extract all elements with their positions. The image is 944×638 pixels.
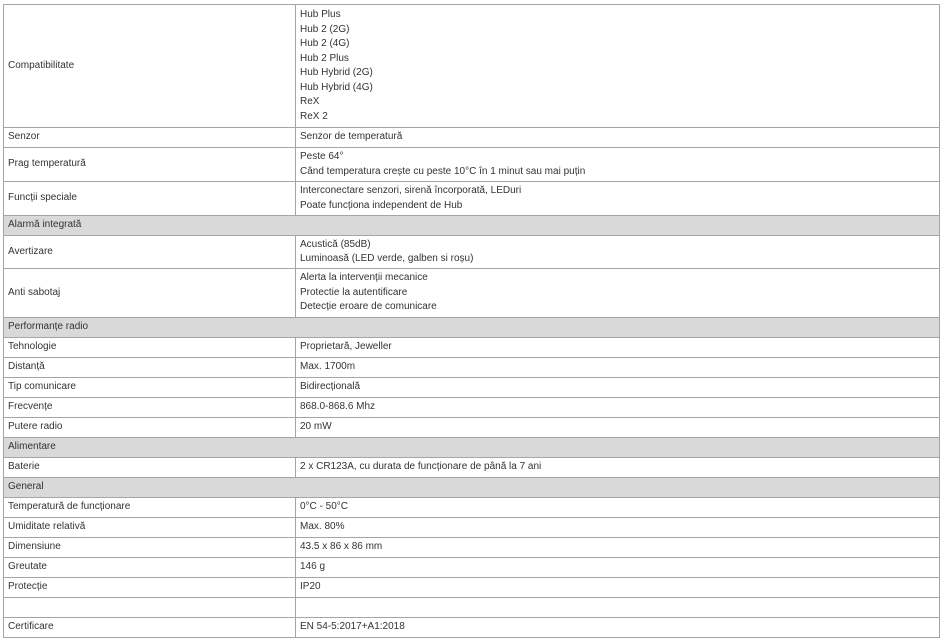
value-anti-sabotaj: [296, 269, 940, 318]
label-anti-sabotaj: Anti sabotaj: [4, 269, 296, 318]
row-avertizare: [4, 236, 940, 269]
value-umiditate: Max. 80%: [296, 518, 940, 538]
label-tip-comunicare: Tip comunicare: [4, 378, 296, 398]
section-performante-radio: [4, 318, 940, 338]
value-line: Detecție eroare de comunicare: [300, 301, 437, 313]
value-line: Peste 64°: [300, 151, 344, 162]
value-line: Luminoasă (LED verde, galben si roșu): [300, 253, 474, 264]
row-tehnologie: [4, 338, 940, 358]
label-compatibilitate: Compatibilitate: [4, 5, 296, 128]
spec-table: [3, 4, 940, 638]
value-frecvente: 868.0-868.6 Mhz: [296, 398, 940, 418]
value-avertizare: [296, 236, 940, 269]
value-protectie: IP20: [296, 578, 940, 598]
value-distanta: Max. 1700m: [296, 358, 940, 378]
value-line: Hub 2 (2G): [300, 23, 350, 35]
value-baterie: 2 x CR123A, cu durata de funcționare de până la 7 ani: [296, 458, 940, 478]
label-tehnologie: Tehnologie: [4, 338, 296, 358]
row-senzor: [4, 128, 940, 148]
value-compatibilitate: [296, 5, 940, 128]
value-line: Poate funcționa independent de Hub: [300, 199, 463, 211]
value-line: Când temperatura crește cu peste 10°C în 1 minut sau mai puțin: [300, 165, 586, 177]
label-empty: [4, 598, 296, 618]
label-temperatura-functionare: Temperatură de funcționare: [4, 498, 296, 518]
value-line: Hub Hybrid (2G): [300, 67, 373, 78]
value-certificare: EN 54-5:2017+A1:2018: [296, 618, 940, 638]
value-line: Hub Plus: [300, 9, 341, 20]
value-line: ReX 2: [300, 110, 328, 122]
label-frecvente: Frecvențe: [4, 398, 296, 418]
value-line: Hub Hybrid (4G): [300, 81, 373, 93]
row-functii-speciale: [4, 182, 940, 216]
row-tip-comunicare: [4, 378, 940, 398]
value-line: Interconectare senzori, sirenă încorporată, LEDuri: [300, 185, 522, 196]
section-title: Alimentare: [4, 438, 940, 458]
label-prag-temperatura: Prag temperatură: [4, 148, 296, 182]
label-avertizare: Avertizare: [4, 236, 296, 269]
value-putere-radio: 20 mW: [296, 418, 940, 438]
row-empty: [4, 598, 940, 618]
value-dimensiune: 43.5 x 86 x 86 mm: [296, 538, 940, 558]
row-putere-radio: [4, 418, 940, 438]
row-compatibilitate: [4, 5, 940, 128]
value-line: Hub 2 Plus: [300, 52, 349, 64]
value-line: Acustică (85dB): [300, 238, 371, 250]
label-putere-radio: Putere radio: [4, 418, 296, 438]
label-baterie: Baterie: [4, 458, 296, 478]
row-baterie: [4, 458, 940, 478]
value-line: Hub 2 (4G): [300, 38, 350, 49]
label-functii-speciale: Funcții speciale: [4, 182, 296, 216]
label-distanta: Distanță: [4, 358, 296, 378]
label-dimensiune: Dimensiune: [4, 538, 296, 558]
row-greutate: [4, 558, 940, 578]
value-greutate: 146 g: [296, 558, 940, 578]
label-umiditate: Umiditate relativă: [4, 518, 296, 538]
label-greutate: Greutate: [4, 558, 296, 578]
value-temperatura-functionare: 0°C - 50°C: [296, 498, 940, 518]
section-title: Performanțe radio: [4, 318, 940, 338]
value-functii-speciale: [296, 182, 940, 216]
row-certificare: [4, 618, 940, 638]
row-protectie: [4, 578, 940, 598]
row-anti-sabotaj: [4, 269, 940, 318]
row-umiditate: [4, 518, 940, 538]
value-senzor: Senzor de temperatură: [296, 128, 940, 148]
label-senzor: Senzor: [4, 128, 296, 148]
section-alimentare: [4, 438, 940, 458]
value-empty: [296, 598, 940, 618]
row-prag-temperatura: [4, 148, 940, 182]
label-protectie: Protecție: [4, 578, 296, 598]
label-certificare: Certificare: [4, 618, 296, 638]
row-dimensiune: [4, 538, 940, 558]
value-line: ReX: [300, 96, 320, 107]
section-alarma-integrata: [4, 216, 940, 236]
value-prag-temperatura: [296, 148, 940, 182]
section-general: [4, 478, 940, 498]
value-line: Protectie la autentificare: [300, 286, 408, 298]
row-distanta: [4, 358, 940, 378]
row-frecvente: [4, 398, 940, 418]
value-tehnologie: Proprietară, Jeweller: [296, 338, 940, 358]
value-tip-comunicare: Bidirecțională: [296, 378, 940, 398]
value-line: Alerta la intervenții mecanice: [300, 272, 428, 284]
row-temperatura-functionare: [4, 498, 940, 518]
section-title: Alarmă integrată: [4, 216, 940, 236]
section-title: General: [4, 478, 940, 498]
